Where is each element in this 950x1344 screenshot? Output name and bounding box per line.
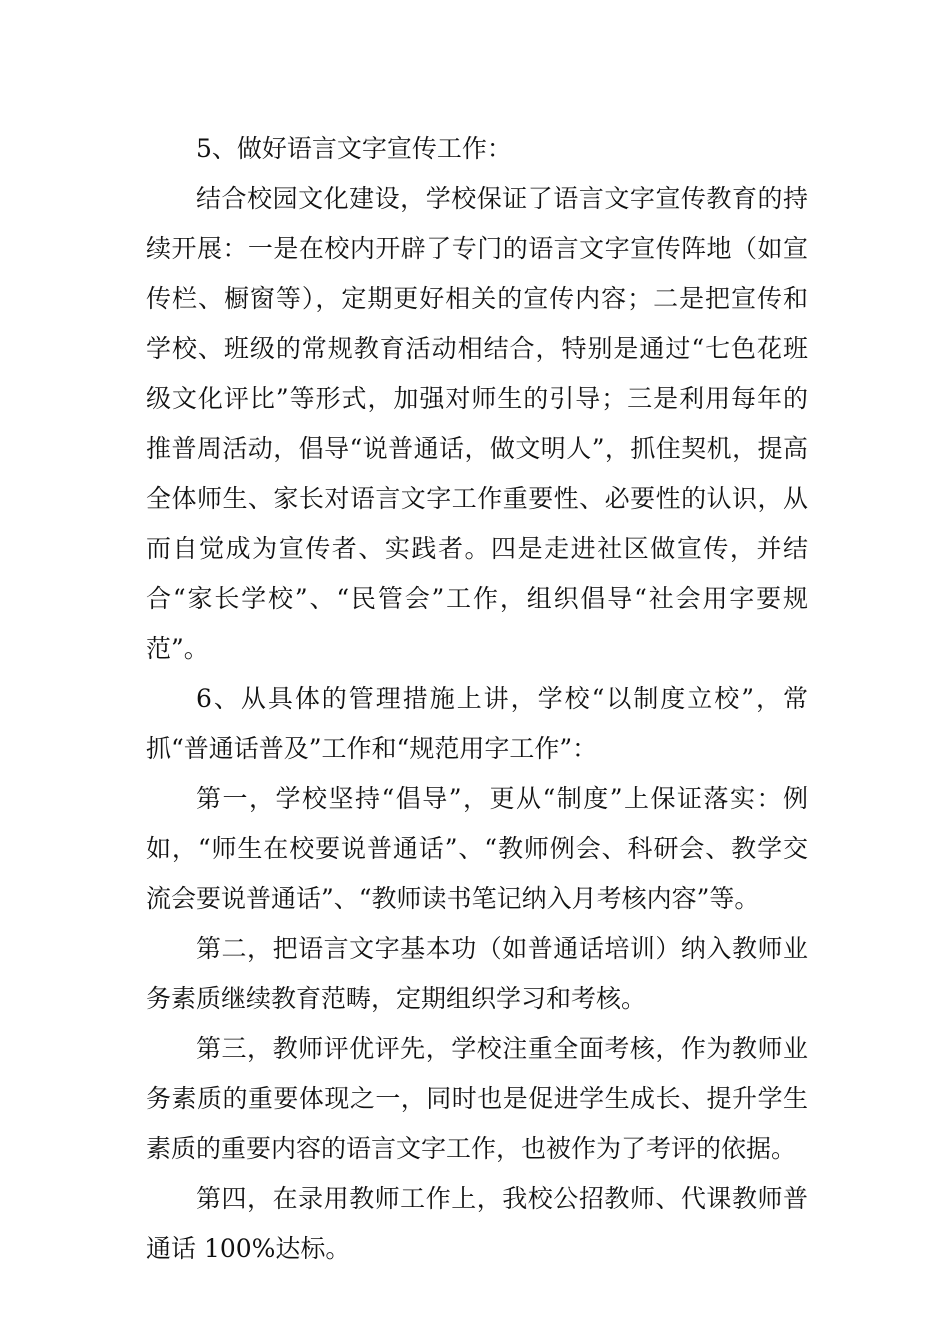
paragraph-item-6-heading: 6、从具体的管理措施上讲，学校“以制度立校”，常抓“普通话普及”工作和“规范用字工作”： — [146, 684, 808, 763]
document-body — [146, 124, 808, 1274]
paragraph-first-measure: 第一，学校坚持“倡导”，更从“制度”上保证落实：例如，“师生在校要说普通话”、“教师例会、科研会、教学交流会要说普通话”、“教师读书笔记纳入月考核内容”等。 — [146, 784, 808, 913]
paragraph-second-measure: 第二，把语言文字基本功（如普通话培训）纳入教师业务素质继续教育范畴，定期组织学习和考核。 — [146, 934, 808, 1013]
paragraph-item-5-heading: 5、做好语言文字宣传工作： — [196, 134, 512, 163]
paragraph-third-measure: 第三，教师评优评先，学校注重全面考核，作为教师业务素质的重要体现之一，同时也是促进学生成长、提升学生素质的重要内容的语言文字工作，也被作为了考评的依据。 — [146, 1034, 808, 1163]
paragraph-publicity-work: 结合校园文化建设，学校保证了语言文字宣传教育的持续开展：一是在校内开辟了专门的语言文字宣传阵地（如宣传栏、橱窗等），定期更好相关的宣传内容；二是把宣传和学校、班级的常规教育活动相结合，特别是通过“七色花班级文化评比”等形式，加强对师生的引导；三是利用每年的推普周活动，倡导“说普通话，做文明人”，抓住契机，提高全体师生、家长对语言文字工作重要性、必要性的认识，从而自觉成为宣传者、实践者。四是走进社区做宣传，并结合“家长学校”、“民管会”工作，组织倡导“社会用字要规范”。 — [146, 184, 808, 663]
paragraph-fourth-measure: 第四，在录用教师工作上，我校公招教师、代课教师普通话 100%达标。 — [146, 1184, 808, 1263]
